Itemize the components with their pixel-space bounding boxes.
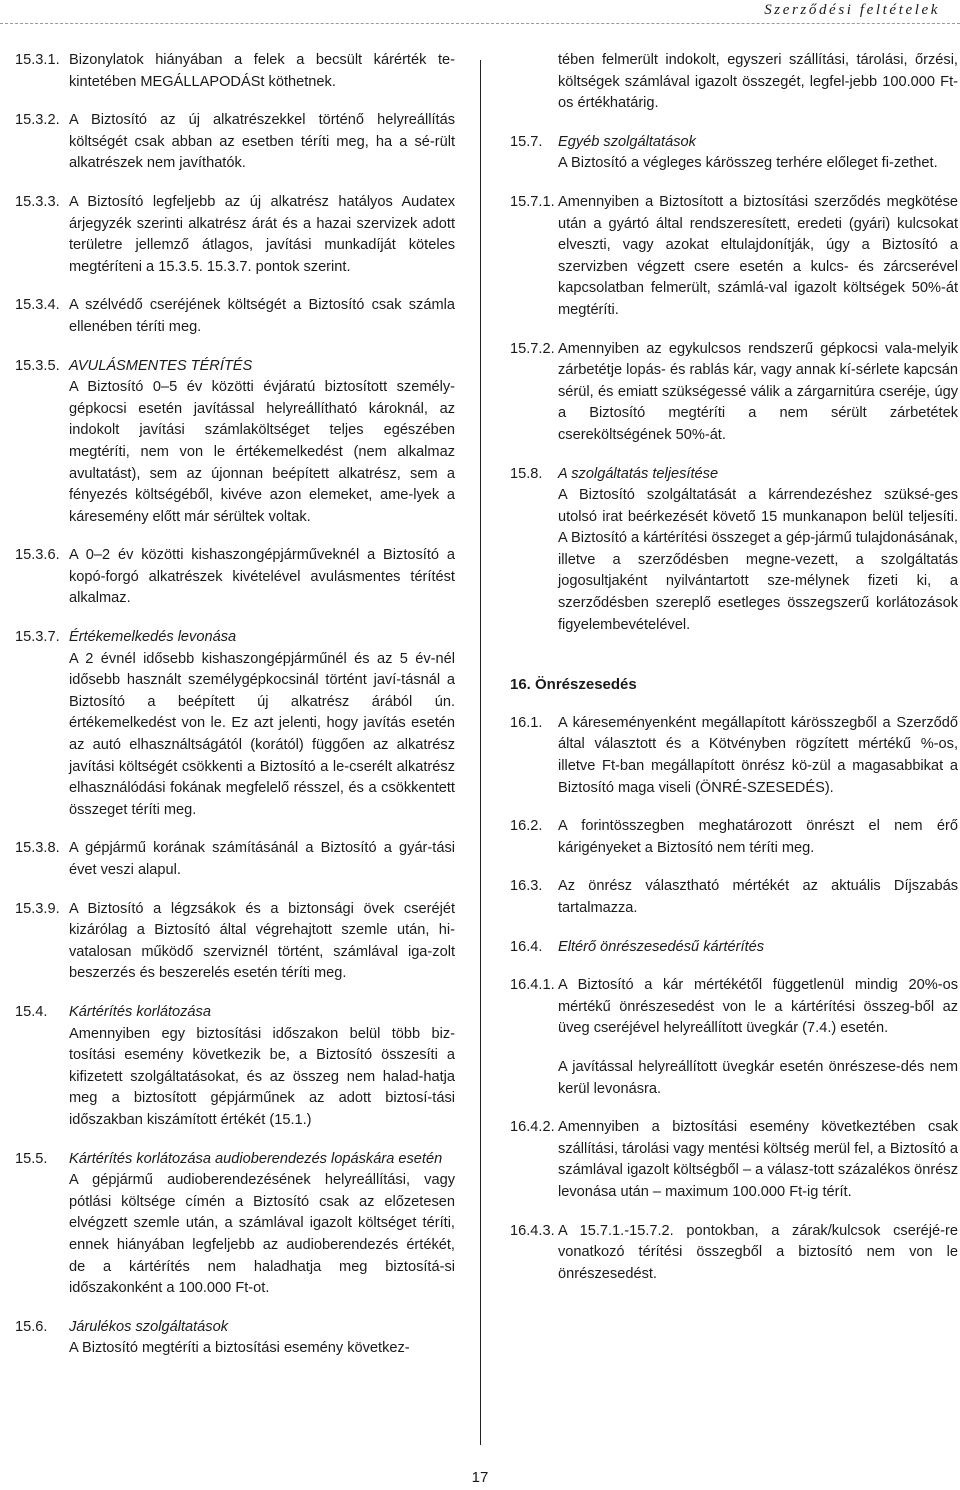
clause-text: A forintösszegben meghatározott önrészt el nem érő kárigényeket a Biztosító nem téríti meg. xyxy=(558,818,958,856)
clause-block xyxy=(510,192,958,322)
clause-text: A 0–2 év közötti kishaszongépjárműveknél a Biztosító a kopó-forgó alkatrészek kivételével avulásmentes térítést alkalmaz. xyxy=(69,547,455,607)
clause-block xyxy=(15,50,455,93)
clause-text: Bizonylatok hiányában a felek a becsült kárérték te-kintetében MEGÁLLAPODÁSt köthetnek. xyxy=(69,52,455,90)
clause-text: A javítással helyreállított üvegkár esetén önrészese-dés nem kerül levonásra. xyxy=(558,1058,958,1097)
clause-text: A gépjármű korának számításánál a Biztosító a gyár-tási évet veszi alapul. xyxy=(69,840,455,878)
clause-number: 15.3.1. xyxy=(15,52,60,68)
clause-block xyxy=(510,1221,958,1286)
clause-block xyxy=(510,876,958,919)
clause-number: 15.8. xyxy=(510,465,543,482)
clause-number: 15.6. xyxy=(15,1318,48,1335)
clause-block xyxy=(510,132,958,175)
clause-number: 16.1. xyxy=(510,714,543,731)
clause-number: 15.7. xyxy=(510,133,543,150)
clause-number: 15.3.7. xyxy=(15,629,60,646)
clause-number: 15.3.6. xyxy=(15,547,60,564)
page-number: 17 xyxy=(471,1469,489,1486)
clause-text: A Biztosító a légzsákok és a biztonsági övek cseréjét kizárólag a Biztosító által végrehajtott szemle után, hi-vatalosan működő szerviznél történt, számlával iga-zolt beszerzés és beszerelés esetén téríti meg. xyxy=(69,900,455,982)
clause-block xyxy=(15,1149,455,1300)
clause-heading: AVULÁSMENTES TÉRÍTÉS xyxy=(69,357,253,374)
clause-heading: A szolgáltatás teljesítése xyxy=(558,465,719,482)
clause-text: Amennyiben a Biztosított a biztosítási szerződés megkötése után a gyártó által rendszeresített, eredeti (gyári) kulcsokat elveszti, vagy azokat eltulajdonítják, úgy a Biztosító a szervizben végzett csere esetén a kulcs- és zárcserével kapcsolatban felmerült, számlá-val igazolt költségek 50%-át megtéríti. xyxy=(558,193,958,318)
clause-heading: Egyéb szolgáltatások xyxy=(558,133,696,150)
clause-text: Amennyiben egy biztosítási időszakon belül több biz-tosítási esemény következik be, a Biztosító összesíti a kifizetett szolgáltatásokat, és az összeg nem halad-hatja meg a biztosított gépjárműnek az adott biztosí-tási időszakban kiszámított értékét (15.1.) xyxy=(69,1025,455,1128)
clause-number: 16.4.3. xyxy=(510,1222,555,1239)
clause-number: 16.4.2. xyxy=(510,1119,555,1136)
clause-block xyxy=(510,816,958,859)
clause-heading: Kártérítés korlátozása audioberendezés lopáskára esetén xyxy=(69,1150,443,1167)
clause-number: 15.3.3. xyxy=(15,193,60,210)
clause-block xyxy=(510,975,958,1040)
clause-text: A Biztosító legfeljebb az új alkatrész hatályos Audatex árjegyzék szerinti alkatrész árát és a hazai szervizek adott területre jellemző átlagos, javítási munkadíját köteles megtéríteni a 15.3.5. 15.3.7. pontok szerint. xyxy=(69,193,455,275)
clause-block xyxy=(510,1057,958,1100)
clause-number: 16.2. xyxy=(510,818,543,835)
clause-heading: Eltérő önrészesedésű kártérítés xyxy=(558,938,765,955)
clause-text: A Biztosító a kár mértékétől függetlenül mindig 20%-os mértékű önrészesedést von le a kártérítési összeg-ből az üveg cseréjével helyreállított üvegkár (7.4.) esetén. xyxy=(558,977,958,1037)
clause-heading: Kártérítés korlátozása xyxy=(69,1003,211,1020)
clause-block xyxy=(15,627,455,821)
clause-text: A Biztosító a végleges kárösszeg terhére előleget fi-zethet. xyxy=(558,155,938,172)
clause-text: A Biztosító az új alkatrészekkel történő helyreállítás költségét csak abban az esetben téríti meg, ha a sé-rült alkatrészek nem javíthatók. xyxy=(69,112,455,172)
clause-text: A káreseményenként megállapított kárösszegből a Szerződő által választott és a Kötvényben rögzített mértékű %-os, illetve Ft-ban megállapított önrész kö-zül a magasabbikat a Biztosító maga viseli (ÖNRÉ-SZESEDÉS). xyxy=(558,714,958,796)
clause-block xyxy=(15,295,455,338)
clause-number: 16.4. xyxy=(510,938,543,955)
clause-number: 15.3.2. xyxy=(15,112,60,129)
clause-number: 15.3.8. xyxy=(15,840,60,857)
clause-text: A Biztosító 0–5 év közötti évjáratú biztosított személy-gépkocsi esetén javítással helyreállítható károknál, az indokolt javítási számlaköltséget teljes egészében megtéríti, nem von le értékemelkedést (nem alkalmaz avultatást), sem az újonnan beépített alkatrész, sem a fényezés költségéből, kivéve azon elemeket, ame-lyek a káresemény előtt már sérültek voltak. xyxy=(69,379,455,525)
clause-number: 16.4.1. xyxy=(510,977,555,994)
clause-text: A Biztosító szolgáltatását a kárrendezéshez szüksé-ges utolsó irat beérkezését követő 15 munkanapon belül teljesíti. A Biztosító a kártérítési összeget a gép-jármű tulajdonásának, illetve a szerződésben megne-vezett, a szolgáltatás jogosultjaként nyilvántartott sze-mélynek fizeti ki, a szerződésben szereplő esetleges összegszerű korlátozások figyelembevételével. xyxy=(558,487,958,633)
column-divider xyxy=(480,60,481,1445)
section-heading: 16. Önrészesedés xyxy=(510,676,637,694)
clause-block xyxy=(510,1117,958,1203)
clause-text: A 15.7.1.-15.7.2. pontokban, a zárak/kulcsok cseréjé-re vonatkozó térítési összegből a biztosító nem von le önrészesedést. xyxy=(558,1222,958,1282)
clause-text: A 2 évnél idősebb kishaszongépjárműnél és az 5 év-nél idősebb használt személygépkocsinál történt javí-tásnál a Biztosító a beépített új alkatrész árából ún. értékemelkedést von le. Ez azt jelenti, hogy javítás esetén az autó elhasználtságától (korától) függően az alkatrész javítási költségét csökkenti a Biztosító a le-cserélt alkatrész elhasználódási fokának megfelelő résszel, és a csökkentett összeget téríti meg. xyxy=(69,650,455,818)
clause-number: 15.3.9. xyxy=(15,900,60,917)
clause-block xyxy=(15,110,455,175)
left-column xyxy=(15,50,455,1360)
clause-number: 15.7.2. xyxy=(510,340,555,357)
clause-number: 16.3. xyxy=(510,878,543,895)
clause-heading: Járulékos szolgáltatások xyxy=(69,1318,228,1335)
clause-number: 15.3.5. xyxy=(15,357,60,374)
clause-block xyxy=(15,1002,455,1132)
clause-number: 15.3.4. xyxy=(15,297,60,314)
clause-block xyxy=(15,545,455,610)
clause-block xyxy=(15,1317,455,1360)
clause-block xyxy=(510,50,958,115)
clause-text: Amennyiben az egykulcsos rendszerű gépkocsi vala-melyik zárbetétje lopás- és rablás kár, vagy annak kí-sérlete kapcsán sérül, és emiatt szükségessé válik a zárgarnitúra cseréje, úgy a Biztosító megtéríti a nem sérült zárbetétek csereköltségének 50%-át. xyxy=(558,340,958,443)
header-title: Szerződési feltételek xyxy=(764,2,940,18)
clause-block xyxy=(510,713,958,799)
clause-text: tében felmerült indokolt, egyszeri szállítási, tárolási, őrzési, költségek számlával igazolt összegét, legfel-jebb 100.000 Ft-os értékhatárig. xyxy=(558,52,958,112)
clause-block xyxy=(15,838,455,881)
clause-text: Az önrész választható mértékét az aktuális Díjszabás tartalmazza. xyxy=(558,878,958,916)
clause-block xyxy=(510,464,958,637)
clause-block xyxy=(510,674,958,696)
clause-block xyxy=(15,192,455,278)
clause-text: Amennyiben a biztosítási esemény következtében csak szállítási, tárolási vagy mentési költség merül fel, a Biztosító a számlával igazolt költségből – a válasz-tott százalékos önrész levonása után – maximum 100.000 Ft-ig térít. xyxy=(558,1119,958,1200)
clause-heading: Értékemelkedés levonása xyxy=(69,629,237,646)
clause-number: 15.7.1. xyxy=(510,193,555,210)
clause-text: A gépjármű audioberendezésének helyreállítási, vagy pótlási költsége címén a Biztosító csak az előzetesen elvégzett szemle után, a számlával igazolt költséget téríti, ennek hiányában legfeljebb az audioberendezés értékét, de a kártérítés nem haladhatja meg biztosítá-si időszakonként a 100.000 Ft-ot. xyxy=(69,1172,455,1297)
page-header xyxy=(0,0,960,22)
clause-block xyxy=(15,356,455,529)
header-rule xyxy=(0,23,960,24)
clause-number: 15.4. xyxy=(15,1003,48,1020)
clause-text: A szélvédő cseréjének költségét a Biztosító csak számla ellenében téríti meg. xyxy=(69,297,455,335)
clause-block xyxy=(15,899,455,985)
clause-block xyxy=(510,937,958,959)
clause-block xyxy=(510,339,958,447)
clause-text: A Biztosító megtéríti a biztosítási esemény következ- xyxy=(69,1340,410,1357)
right-column xyxy=(510,50,958,1285)
clause-number: 15.5. xyxy=(15,1150,48,1167)
